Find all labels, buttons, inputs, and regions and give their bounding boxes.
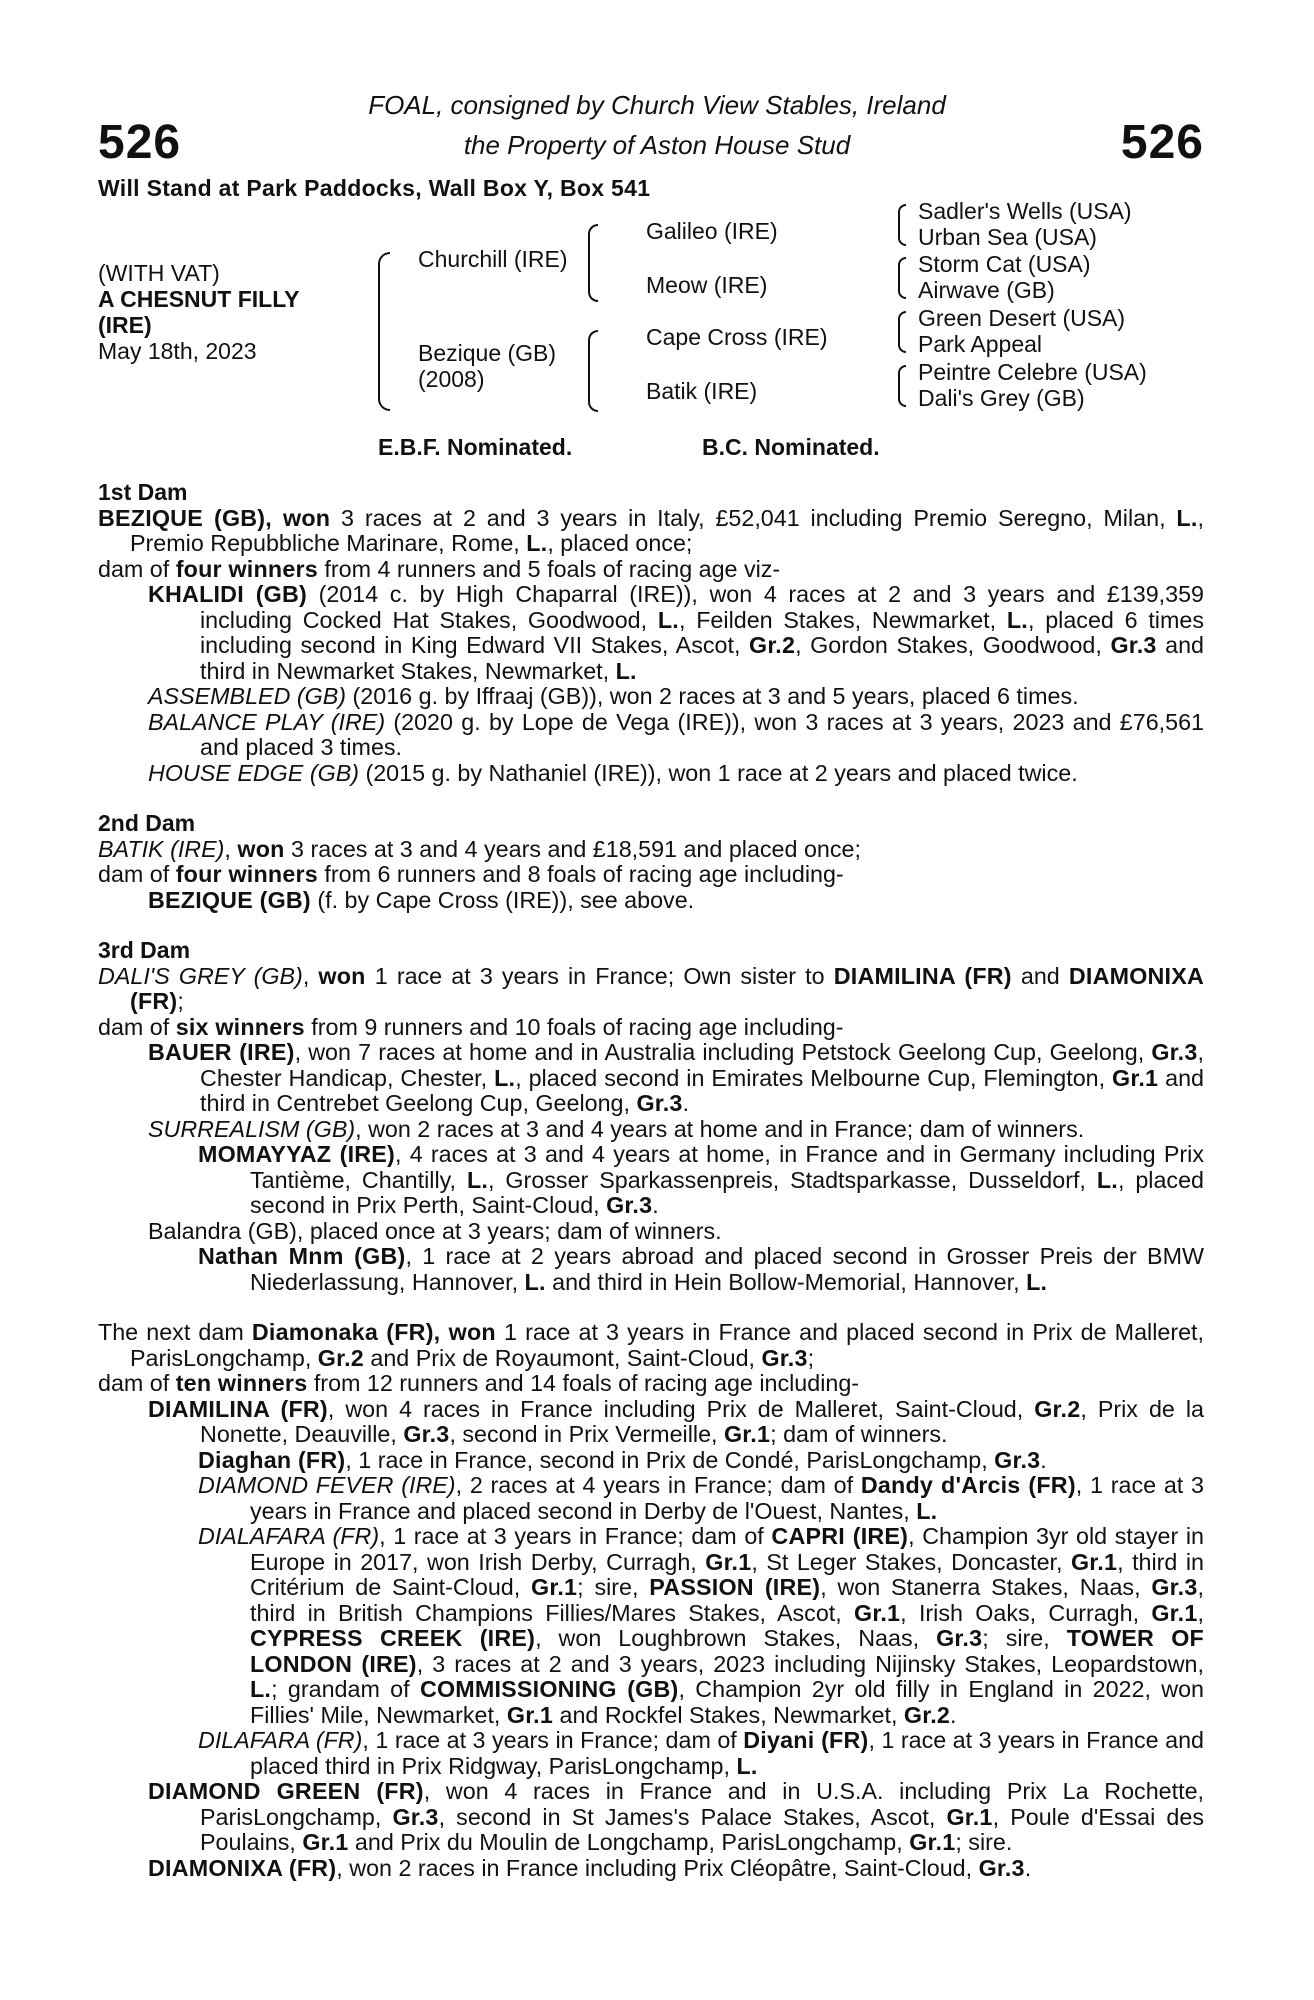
sire-dam: Meow (IRE) bbox=[646, 272, 768, 298]
progeny-diamonixa: DIAMONIXA (FR), won 2 races in France including Prix Cléopâtre, Saint-Cloud, Gr.3. bbox=[148, 1854, 1032, 1881]
vat-note: (WITH VAT) bbox=[98, 260, 220, 286]
sire-bracket bbox=[588, 224, 598, 302]
g3-sss: Sadler's Wells (USA) bbox=[918, 198, 1132, 224]
consignor-line: FOAL, consigned by Church View Stables, Ireland bbox=[368, 90, 946, 120]
progeny-balance-play: BALANCE PLAY (IRE) (2020 g. by Lope de Vega (IRE)), won 3 races at 3 years, 2023 and £76,561 and placed 3 times. bbox=[148, 708, 1204, 760]
progeny-bezique: BEZIQUE (GB) (f. by Cape Cross (IRE)), see above. bbox=[148, 886, 695, 913]
subject-name: A CHESNUT FILLY bbox=[98, 286, 300, 312]
g3-sds: Storm Cat (USA) bbox=[918, 251, 1091, 277]
g3-bracket-3 bbox=[898, 311, 906, 353]
sire-sire: Galileo (IRE) bbox=[646, 218, 778, 244]
progeny-diamilina: DIAMILINA (FR), won 4 races in France including Prix de Malleret, Saint-Cloud, Gr.2, Prix de la Nonette, Deauville, Gr.3, second in Prix Vermeille, Gr.1; dam of winners. bbox=[148, 1395, 1205, 1447]
g3-ddd: Dali's Grey (GB) bbox=[918, 385, 1085, 411]
g3-sdd: Airwave (GB) bbox=[918, 277, 1055, 303]
g3-dss: Green Desert (USA) bbox=[918, 305, 1126, 331]
next-dam-record: The next dam Diamonaka (FR), won 1 race at 3 years in France and placed second in Prix de Malleret, ParisLongchamp, Gr.2 and Prix de Royaumont, Saint-Cloud, Gr.3; bbox=[98, 1319, 1205, 1371]
progeny-dilafara: DILAFARA (FR), 1 race at 3 years in France; dam of Diyani (FR), 1 race at 3 years in France and placed third in Prix Ridgway, ParisLongchamp, L. bbox=[198, 1727, 1204, 1779]
third-dam-record: DALI'S GREY (GB), won 1 race at 3 years in France; Own sister to DIAMILINA (FR) and DIAMONIXA (FR); bbox=[98, 962, 1204, 1014]
progeny-bauer: BAUER (IRE), won 7 races at home and in Australia including Petstock Geelong Cup, Geelong, Gr.3, Chester Handicap, Chester, L., placed second in Emirates Melbourne Cup, Flemington, Gr.1 and third in Centrebet Geelong Cup, Geelong, Gr.3. bbox=[148, 1039, 1205, 1116]
lot-number-right: 526 bbox=[1120, 116, 1204, 169]
second-dam-heading: 2nd Dam bbox=[98, 810, 196, 836]
g3-bracket-2 bbox=[898, 257, 906, 299]
g3-bracket-1 bbox=[898, 204, 906, 246]
dam-dam: Batik (IRE) bbox=[646, 378, 758, 404]
pedigree-table bbox=[98, 200, 1218, 430]
dam-bracket bbox=[588, 330, 598, 412]
third-dam-heading: 3rd Dam bbox=[98, 937, 191, 963]
progeny-momayyaz: MOMAYYAZ (IRE), 4 races at 3 and 4 years at home, in France and in Germany including Prix Tantième, Chantilly, L., Grosser Sparkassenpreis, Stadtsparkasse, Dusseldorf, L., placed second in Prix Perth, Saint-Cloud, Gr.3. bbox=[198, 1141, 1204, 1218]
progeny-dialafara: DIALAFARA (FR), 1 race at 3 years in France; dam of CAPRI (IRE), Champion 3yr old stayer in Europe in 2017, won Irish Derby, Curragh, Gr.1, St Leger Stakes, Doncaster, Gr.1, third in Critérium de Saint-Cloud, Gr.1; sire, PASSION (IRE), won Stanerra Stakes, Naas, Gr.3, third in British Champions Fillies/Mares Stakes, Ascot, Gr.1, Irish Oaks, Curragh, Gr.1, CYPRESS CREEK (IRE), won Loughbrown Stakes, Naas, Gr.3; sire, TOWER OF LONDON (IRE), 3 races at 2 and 3 years, 2023 including Nijinsky Stakes, Leopardstown, L.; grandam of COMMISSIONING (GB), Champion 2yr old filly in England in 2022, won Fillies' Mile, Newmarket, Gr.1 and Rockfel Stakes, Newmarket, Gr.2. bbox=[198, 1523, 1205, 1728]
g3-dds: Peintre Celebre (USA) bbox=[918, 359, 1147, 385]
progeny-balandra: Balandra (GB), placed once at 3 years; dam of winners. bbox=[148, 1217, 722, 1244]
gen1-bracket bbox=[378, 252, 390, 411]
catalogue-body bbox=[98, 480, 1204, 1881]
consignment-info bbox=[0, 85, 1314, 165]
next-dam-produce-summary: dam of ten winners from 12 runners and 14 foals of racing age including- bbox=[98, 1370, 860, 1396]
progeny-assembled: ASSEMBLED (GB) (2016 g. by Iffraaj (GB)), won 2 races at 3 and 5 years, placed 6 times. bbox=[148, 683, 1079, 709]
dam-sire: Cape Cross (IRE) bbox=[646, 324, 828, 350]
progeny-nathan-mnm: Nathan Mnm (GB), 1 race at 2 years abroad and placed second in Grosser Preis der BMW Niederlassung, Hannover, L. and third in Hein Bollow-Memorial, Hannover, L. bbox=[198, 1243, 1204, 1295]
g3-dsd: Park Appeal bbox=[918, 331, 1043, 357]
dam-name: Bezique (GB) bbox=[418, 340, 557, 366]
sire-name: Churchill (IRE) bbox=[418, 246, 568, 272]
first-dam-record: BEZIQUE (GB), won 3 races at 2 and 3 years in Italy, £52,041 including Premio Seregno, Milan, L., Premio Repubbliche Marinare, Rome, L., placed once; bbox=[98, 504, 1204, 556]
bc-nomination: B.C. Nominated. bbox=[702, 434, 880, 460]
first-dam-heading: 1st Dam bbox=[98, 479, 188, 505]
ebf-nomination: E.B.F. Nominated. bbox=[378, 434, 573, 460]
third-dam-produce-summary: dam of six winners from 9 runners and 10 foals of racing age including- bbox=[98, 1013, 844, 1040]
progeny-surrealism: SURREALISM (GB), won 2 races at 3 and 4 years at home and in France; dam of winners. bbox=[148, 1115, 1085, 1142]
second-dam-record: BATIK (IRE), won 3 races at 3 and 4 years and £18,591 and placed once; bbox=[98, 835, 861, 862]
property-line: the Property of Aston House Stud bbox=[463, 130, 851, 160]
first-dam-produce-summary: dam of four winners from 4 runners and 5 foals of racing age viz- bbox=[98, 555, 781, 582]
lot-number-left: 526 bbox=[98, 116, 182, 169]
second-dam-produce-summary: dam of four winners from 6 runners and 8 foals of racing age including- bbox=[98, 861, 844, 887]
g3-ssd: Urban Sea (USA) bbox=[918, 224, 1097, 250]
g3-bracket-4 bbox=[898, 365, 906, 407]
subject-dob: May 18th, 2023 bbox=[98, 338, 257, 364]
subject-country: (IRE) bbox=[98, 312, 152, 338]
progeny-diamond-green: DIAMOND GREEN (FR), won 4 races in France and in U.S.A. including Prix La Rochette, ParisLongchamp, Gr.3, second in St James's Palace Stakes, Ascot, Gr.1, Poule d'Essai des Poulains, Gr.1 and Prix du Moulin de Longchamp, ParisLongchamp, Gr.1; sire. bbox=[148, 1778, 1204, 1855]
stand-location: Will Stand at Park Paddocks, Wall Box Y, Box 541 bbox=[98, 175, 651, 201]
progeny-diaghan: Diaghan (FR), 1 race in France, second in Prix de Condé, ParisLongchamp, Gr.3. bbox=[198, 1446, 1047, 1473]
progeny-khalidi: KHALIDI (GB) (2014 c. by High Chaparral (IRE)), won 4 races at 2 and 3 years and £139,359 including Cocked Hat Stakes, Goodwood, L., Feilden Stakes, Newmarket, L., placed 6 times including second in King Edward VII Stakes, Ascot, Gr.2, Gordon Stakes, Goodwood, Gr.3 and third in Newmarket Stakes, Newmarket, L. bbox=[148, 581, 1205, 684]
dam-year: (2008) bbox=[418, 366, 485, 392]
progeny-diamond-fever: DIAMOND FEVER (IRE), 2 races at 4 years in France; dam of Dandy d'Arcis (FR), 1 race at 3 years in France and placed second in Derby de l'Ouest, Nantes, L. bbox=[198, 1472, 1204, 1524]
progeny-house-edge: HOUSE EDGE (GB) (2015 g. by Nathaniel (IRE)), won 1 race at 2 years and placed twice. bbox=[148, 759, 1078, 786]
